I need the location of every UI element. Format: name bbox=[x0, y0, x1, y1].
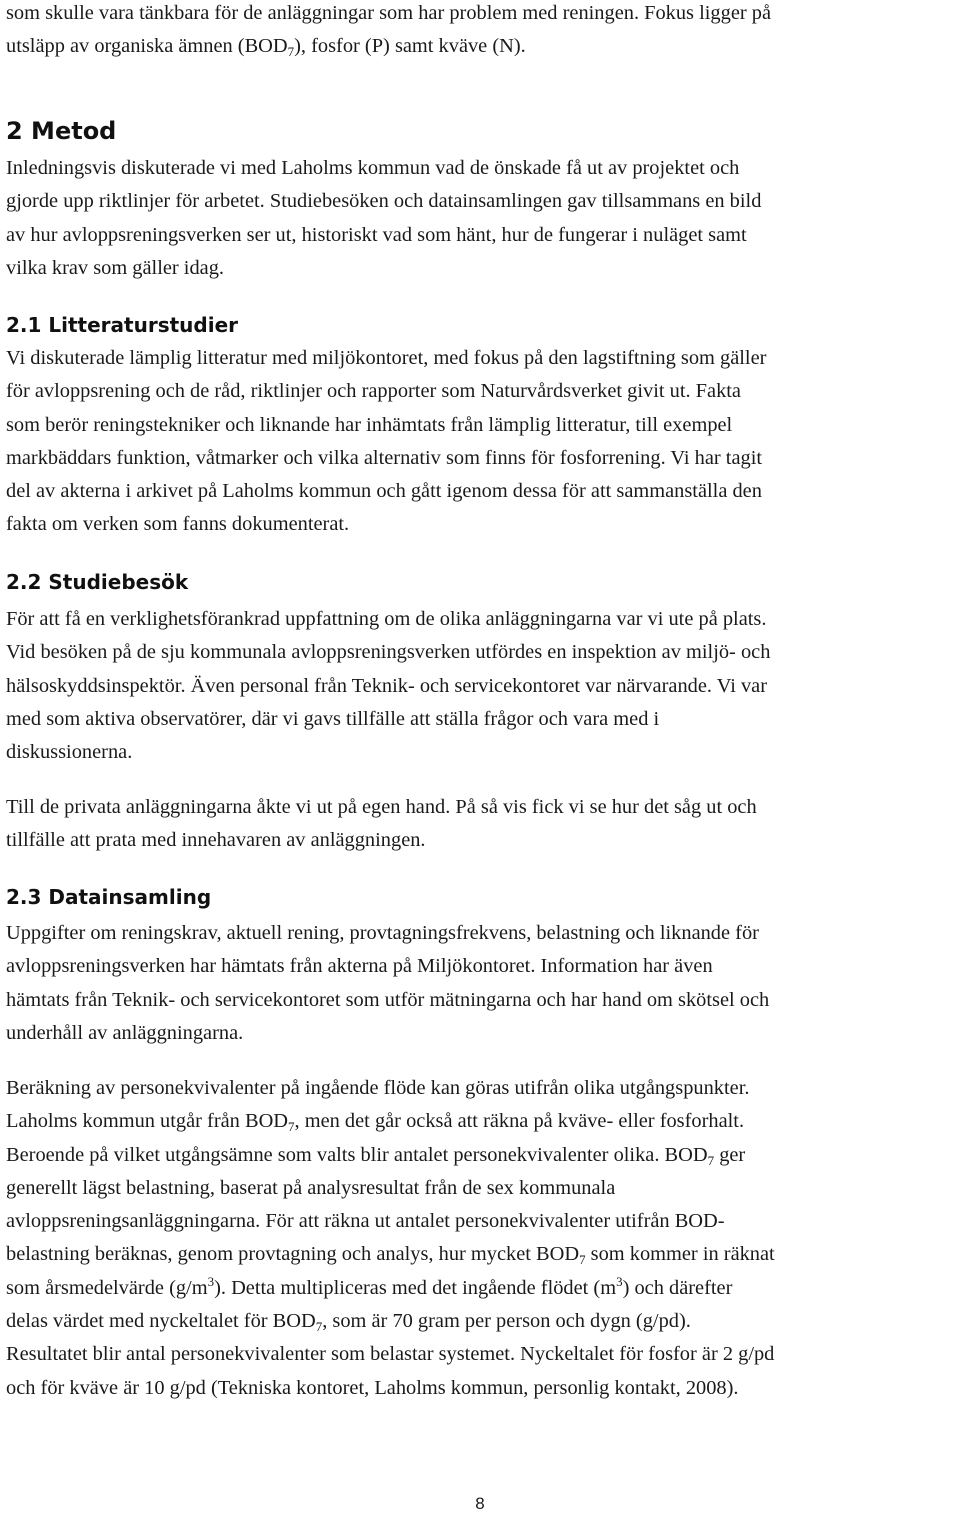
text-line: vilka krav som gäller idag. bbox=[6, 256, 225, 279]
text-line: hämtats från Teknik- och servicekontoret som utför mätningarna och har hand om skötsel och bbox=[6, 988, 770, 1011]
intro-line-1: som skulle vara tänkbara för de anläggningar som har problem med reningen. Fokus ligger på bbox=[6, 2, 771, 24]
section-heading-studiebesok: 2.2 Studiebesök bbox=[6, 570, 189, 594]
subscript: 7 bbox=[315, 1319, 323, 1335]
superscript: 3 bbox=[207, 1273, 215, 1289]
superscript: 3 bbox=[616, 1273, 623, 1289]
text-line: tillfälle att prata med innehavaren av anläggningen. bbox=[6, 829, 426, 852]
text-line: , men det går också att räkna på kväve- eller fosforhalt. bbox=[294, 1110, 745, 1133]
litteraturstudier-paragraph bbox=[6, 342, 766, 542]
text-line: Till de privata anläggningarna åkte vi ut på egen hand. På så vis fick vi se hur det såg ut och bbox=[6, 796, 757, 818]
text-line: Beroende på vilket utgångsämne som valts blir antalet personekvivalenter olika. BOD bbox=[6, 1143, 708, 1166]
subscript: 7 bbox=[707, 1152, 715, 1168]
intro-line-2b: ), fosfor (P) samt kväve (N). bbox=[294, 35, 526, 58]
text-line: som årsmedelvärde (g/m bbox=[6, 1276, 208, 1299]
text-line: Vi diskuterade lämplig litteratur med miljökontoret, med fokus på den lagstiftning som gäller bbox=[6, 347, 767, 369]
text-line: Resultatet blir antal personekvivalenter som belastar systemet. Nyckeltalet för fosfor är 2 g/pd bbox=[6, 1343, 775, 1366]
text-line: avloppsreningsanläggningarna. För att räkna ut antalet personekvivalenter utifrån BOD- bbox=[6, 1210, 725, 1233]
text-line: Vid besöken på de sju kommunala avloppsreningsverken utfördes en inspektion av miljö- och bbox=[6, 641, 771, 664]
text-line: Laholms kommun utgår från BOD bbox=[6, 1110, 289, 1133]
subscript: 7 bbox=[287, 44, 295, 60]
text-line: ). Detta multipliceras med det ingående flödet (m bbox=[214, 1276, 617, 1299]
text-line: med som aktiva observatörer, där vi gavs tillfälle att ställa frågor och vara med i bbox=[6, 707, 660, 730]
text-line: För att få en verklighetsförankrad uppfattning om de olika anläggningarna var vi ute på plats. bbox=[6, 608, 767, 630]
studiebesok-paragraph-1 bbox=[6, 603, 770, 769]
page-number: 8 bbox=[475, 1494, 485, 1513]
text-line: ) och därefter bbox=[622, 1276, 733, 1299]
text-line: för avloppsrening och de råd, riktlinjer och rapporter som Naturvårdsverket givit ut. Fakta bbox=[6, 380, 741, 403]
text-line: del av akterna i arkivet på Laholms kommun och gått igenom dessa för att sammanställa den bbox=[6, 480, 762, 503]
text-line: av hur avloppsreningsverken ser ut, historiskt vad som hänt, hur de fungerar i nuläget samt bbox=[6, 223, 747, 246]
text-line: belastning beräknas, genom provtagning och analys, hur mycket BOD bbox=[6, 1243, 580, 1266]
metod-paragraph bbox=[6, 152, 761, 285]
section-heading-datainsamling: 2.3 Datainsamling bbox=[6, 885, 212, 909]
text-line: Inledningsvis diskuterade vi med Laholms kommun vad de önskade få ut av projektet och bbox=[6, 157, 740, 179]
text-line: som berör reningstekniker och liknande har inhämtats från lämplig litteratur, till exempel bbox=[6, 413, 733, 436]
text-line: markbäddars funktion, våtmarker och vilka alternativ som finns för fosforrening. Vi har tagit bbox=[6, 446, 763, 469]
intro-line-2a: utsläpp av organiska ämnen (BOD bbox=[6, 35, 288, 58]
subscript: 7 bbox=[288, 1119, 295, 1135]
text-line: underhåll av anläggningarna. bbox=[6, 1021, 244, 1044]
text-line: avloppsreningsverken har hämtats från akterna på Miljökontoret. Information har även bbox=[6, 955, 713, 978]
text-line: gjorde upp riktlinjer för arbetet. Studiebesöken och datainsamlingen gav tillsammans en bild bbox=[6, 190, 762, 213]
text-line: fakta om verken som fanns dokumenterat. bbox=[6, 513, 350, 536]
datainsamling-paragraph-2 bbox=[6, 1072, 775, 1405]
text-line: som kommer in räknat bbox=[585, 1243, 775, 1266]
text-line: generellt lägst belastning, baserat på analysresultat från de sex kommunala bbox=[6, 1176, 616, 1199]
text-line: Uppgifter om reningskrav, aktuell rening, provtagningsfrekvens, belastning och liknande för bbox=[6, 922, 759, 944]
text-line: ger bbox=[714, 1143, 746, 1166]
datainsamling-paragraph-1 bbox=[6, 917, 769, 1050]
text-line: och för kväve är 10 g/pd (Tekniska kontoret, Laholms kommun, personlig kontakt, 2008). bbox=[6, 1376, 739, 1399]
studiebesok-paragraph-2 bbox=[6, 791, 757, 858]
subscript: 7 bbox=[579, 1252, 586, 1268]
text-line: , som är 70 gram per person och dygn (g/pd). bbox=[322, 1310, 691, 1333]
section-heading-litteraturstudier: 2.1 Litteraturstudier bbox=[6, 313, 239, 337]
text-line: diskussionerna. bbox=[6, 741, 133, 764]
text-line: delas värdet med nyckeltalet för BOD bbox=[6, 1310, 316, 1333]
text-line: hälsoskyddsinspektör. Även personal från Teknik- och servicekontoret var närvarande. Vi var bbox=[6, 674, 768, 697]
intro-paragraph bbox=[6, 0, 771, 64]
section-heading-metod: 2 Metod bbox=[6, 117, 117, 145]
text-line: Beräkning av personekvivalenter på ingående flöde kan göras utifrån olika utgångspunkter. bbox=[6, 1077, 750, 1099]
